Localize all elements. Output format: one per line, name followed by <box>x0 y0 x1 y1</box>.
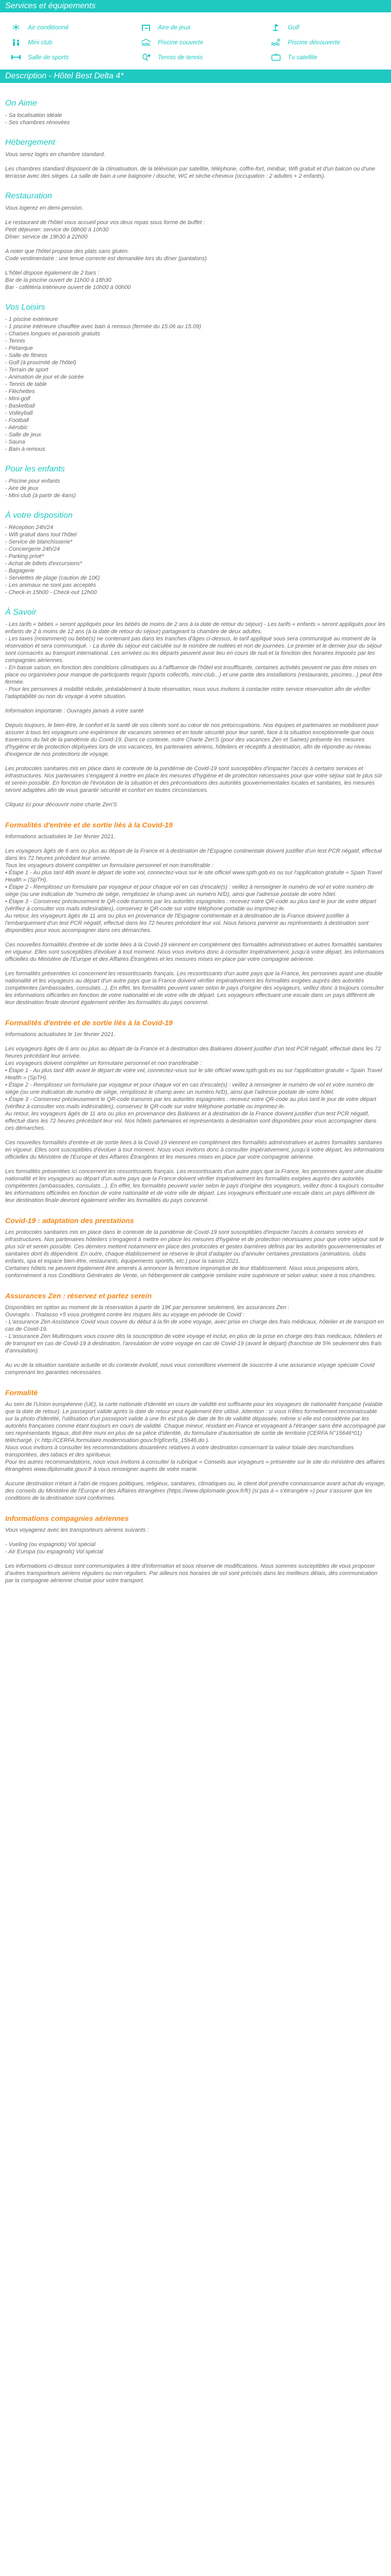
blank-line <box>5 1038 386 1045</box>
section-line: - Terrain de sport <box>5 367 48 373</box>
section-line: Tous les voyageurs doivent compléter un formulaire personnel et non transférable : <box>5 862 214 869</box>
section-line: - Aérobic <box>5 425 28 431</box>
section-line: Les chambres standard disposent de la climatisation, de la télévision par satellite, téléphone, coffre-fort, minibar, Wifi gratuit et d'un balcon ou d'une terrasse avec des sièges. La salle de bain a une baignoire / douche, WC et sèche-cheveux (occupation : 2 adultes + 2 enfants). <box>5 166 376 179</box>
blank-line <box>5 262 386 269</box>
section-title: À votre disposition <box>5 511 73 520</box>
section-line: - En basse saison, en fonction des conditions climatiques ou à l'affluence de l'hôtel est insuffisante, certaines activités peuvent ne pas être mises en place ou organisées pour manque de participants requis (sports collectifs, mini-club...) et une partie des installations (restaurants, piscines...) peut être fermée. <box>5 665 383 685</box>
service-item <box>140 24 270 31</box>
section-line: Le restaurant de l'hôtel vous accueil pour vos deux repas sous forme de buffet : <box>5 219 205 226</box>
section-title: Formalités d'entrée et de sortie liés à la Covid-19 <box>5 1019 173 1027</box>
section-line: - Réception 24h/24 <box>5 524 53 531</box>
section-line: Les voyageurs âgés de 6 ans ou plus au départ de la France et à destination de l'Espagne continentale doivent justifier d'un test PCR négatif, effectué dans les 72 heures précédant leur arrivée. <box>5 848 382 861</box>
gym-icon <box>10 54 24 61</box>
blank-line <box>5 1161 386 1168</box>
section-line: - Tennis <box>5 338 25 344</box>
section-title: Assurances Zen : réservez et partez serein <box>5 1292 152 1300</box>
service-item <box>10 24 140 31</box>
section-spacer <box>5 291 386 302</box>
section-line: - Basketball <box>5 403 35 409</box>
section-line: - 1 piscine extérieure <box>5 316 58 323</box>
blank-line <box>5 700 386 707</box>
section-line: - Les tarifs « bébés » seront appliqués pour les bébés de moins de 2 ans à la date de retour du séjour) - Les tarifs « enfants » seront appliqués pour les enfants de 2 à moins de 12 ans (à la date de retour du séjour) partageant la chambre de deux adultes. <box>5 621 385 635</box>
section-line: - Aire de jeux <box>5 485 39 492</box>
section-line: - Salle de jeux <box>5 432 41 438</box>
services-row <box>10 20 381 35</box>
outdoor-pool-icon <box>270 39 284 46</box>
section-line: Pour les autres recommandations, nous vous invitons à consulter la rubrique « Conseils aux voyageurs » présentée sur le site du ministère des affaires étrangères www.diplomatie.gouv.fr à vous renseigner auprès de votre mairie. <box>5 1459 385 1472</box>
section-line: Les informations ci-dessus sont communiquées à titre d'information et sous réserve de modifications. Nous sommes susceptibles de vous proposer d'autres transporteurs aériens réguliers ou non réguliers. Par ailleurs nos horaires de vol sont précisés dans les meilleurs délais, dès communication par la compagnie aérienne choisie pour votre transport. <box>5 1563 378 1584</box>
section-aeriennes <box>5 1502 386 1584</box>
section-line: Certaines hôtels ne peuvent également être amenés à annoncer la fermeture impromptue de leur établissement. Nous vous proposons alors, conformément à nos Conditions Générales de Vente, un hébergement de catégorie similaire voire supérieure et selon valeur, voire à nos chambres. <box>5 1265 377 1279</box>
section-assurances <box>5 1279 386 1376</box>
section-line: - Les taxes (notamment) ou bébé(s) ne contenant pas dans les tranches d'âges ci-dessus, le tarif appliqué sous sera communiqué au moment de la réservation et sera communiqué. - La durée du séjour est calculée sur le nombre de nuitées et non de journées. Le premier et le dernier jour du séjour sont consacrés au transport international. Les arrivées ou les départs peuvent avoir lieu en cours de nuit et la fonction des horaires imposés par les compagnies aériennes. <box>5 636 382 664</box>
section-enfants <box>5 453 386 499</box>
section-line: Vous voyagerez avec les transporteurs aériens suivants : <box>5 1527 149 1533</box>
section-line: - Piscine pour enfants <box>5 478 60 484</box>
service-label: Piscine découverte <box>288 38 340 46</box>
service-item <box>140 54 270 61</box>
tennis-icon <box>140 54 154 61</box>
section-spacer <box>5 1204 386 1215</box>
playground-icon <box>140 24 154 31</box>
section-line: - Wifi gratuit dans tout l'hôtel <box>5 532 77 538</box>
section-line: Au retour, les voyageurs âgés de 11 ans ou plus en provenance des Baléares et à destination de la France doivent justifier d'un test PCR négatif, effectué dans les 72 heures précédant leur vol. Nos hôtels partenaires et représentants à destination sont disponibles pour vous accompagner dans ces démarches. <box>5 1111 377 1131</box>
section-line: Informations actualisées le 1er février 2021. <box>5 834 116 840</box>
description-header: Description - Hôtel Best Delta 4* <box>0 70 391 83</box>
section-line: Petit déjeuner: service de 08h00 à 10h30 <box>5 227 109 233</box>
section-title: Formalités d'entrée et de sortie liés à la Covid-19 <box>5 821 173 829</box>
service-item <box>270 54 373 61</box>
section-title: On Aime <box>5 99 37 108</box>
section-line: - Fléchettes <box>5 388 35 395</box>
services-row <box>10 49 381 64</box>
section-spacer <box>5 1502 386 1513</box>
section-loisirs <box>5 291 386 453</box>
services-row <box>10 35 381 49</box>
section-line: - Chaises longues et parasols gratuits <box>5 331 101 337</box>
section-spacer <box>5 1376 386 1387</box>
section-title: Vos Loisirs <box>5 303 45 312</box>
blank-line <box>5 934 386 941</box>
section-formalites1 <box>5 808 386 1006</box>
service-item <box>10 39 140 46</box>
section-spacer <box>5 499 386 511</box>
blank-line <box>5 1132 386 1139</box>
section-line: Les formalités présentées ici concernent les ressortissants français. Les ressortissants d'un autre pays que la France, les personnes ayant une double nationalité et les voyageurs au départ d'un autre pays que la France doivent vérifier impérativement les formalités exigées auprès des autorités compétentes (ambassades, consulats...). En effet, les formalités peuvent varier selon le pays d'origine des voyageurs, veillez donc à toujours consulter les informations officielles en fonction de votre nationalité et de votre ville de départ. Les voyageurs effectuant une escale dans un pays différent de leur destination finale devront également vérifier les formalités du pays concerné. <box>5 1168 384 1204</box>
section-line: Les voyageurs doivent compléter un formulaire personnel et non transférable : <box>5 1060 202 1066</box>
section-line: Ces nouvelles formalités d'entrée et de sortie liées à la Covid-19 viennent en complément des formalités administratives et autres formalités sanitaires en vigueur. Elles sont susceptibles d'évoluer à tout moment. Nous vous invitons donc à consulter impérativement, jusqu'à votre départ, les informations officielles du Ministère de l'Europe et des Affaires Étrangères et les mesures mises en place par votre compagnie aérienne. <box>5 942 385 962</box>
section-title: Covid-19 : adaptation des prestations <box>5 1216 134 1225</box>
section-title: Pour les enfants <box>5 465 65 473</box>
section-line: - Les animaux ne sont pas acceptés <box>5 582 96 588</box>
section-title: Restauration <box>5 192 52 200</box>
section-line: - Pétanque <box>5 345 33 351</box>
section-title: Formalité <box>5 1388 38 1397</box>
section-line: - Parking privé* <box>5 553 44 560</box>
section-line: Aucune destination n'étant à l'abri de risques politiques, religieux, sanitaires, climatiques ou, le client doit prendre connaissance avant achat du voyage, des conseils du Ministère de l'Europe et des Affaires étrangères (https://www.diplomatie.gouv.fr/fr) (si pas à « s'étrangère ») pour s'assurer que les conditions de la destination sont conformes. <box>5 1481 385 1501</box>
section-disposition <box>5 499 386 596</box>
section-spacer <box>5 1006 386 1018</box>
blank-line <box>5 1354 386 1362</box>
section-spacer <box>5 808 386 820</box>
section-title: À Savoir <box>5 608 37 617</box>
section-line: Informations actualisées le 1er février 2021. <box>5 1031 116 1038</box>
section-line: - Tennis de table <box>5 381 47 387</box>
section-line: Bar de la piscine ouvert de 11h00 à 18h30 <box>5 277 111 283</box>
section-line: Les protocoles sanitaires mis en place dans le contexte de la pandémie de Covid-19 sont susceptibles d'impacter l'accès à certains services et infrastructures. Nos partenaires s'engagent à mettre en place les mesures d'hygiène et de protection nécessaires pour que votre séjour soit le plus sûr et serein possible. En fonction de l'évolution de la situation et des préconisations des autorités gouvernementales locales et sanitaires, les mesures seront adaptées afin de vous garantir sécurité et confort en toutes circonstances. <box>5 766 383 793</box>
section-line: - Football <box>5 417 29 423</box>
section-line: - Serviettes de plage (caution de 10€) <box>5 575 100 581</box>
section-line: Ces nouvelles formalités d'entrée et de sortie liées à la Covid-19 viennent en complément des formalités administratives et autres formalités sanitaires en vigueur. Elles sont susceptibles d'évoluer à tout moment. Nous vous invitons donc à consulter impérativement, jusqu'à votre départ, les informations officielles du Ministère de l'Europe et des Affaires Étrangères et les mesures mises en place par votre compagnie aérienne. <box>5 1140 385 1160</box>
section-line: - Check-in 15h00 - Check-out 12h00 <box>5 589 97 596</box>
section-line: A noter que l'hôtel propose des plats sans gluten. <box>5 248 129 255</box>
service-label: Aire de jeux <box>158 23 191 31</box>
section-line: Au retour, les voyageurs âgés de 11 ans ou plus en provenance de l'Espagne continentale et à destination de la France doivent justifier à l'embarquement d'un test PCR négatif, effectué dans les 72 heures précédant leur vol. Nous faisons parvenir au représentants à destination sont disponibles pour vous accompagner dans ces démarches. <box>5 913 369 934</box>
services-header: Services et équipements <box>0 0 391 12</box>
section-covid_adapt <box>5 1204 386 1279</box>
section-line: - Golf (à proximité de l'hôtel) <box>5 360 76 366</box>
section-spacer <box>5 596 386 607</box>
section-spacer <box>5 453 386 464</box>
blank-line <box>5 1555 386 1563</box>
service-label: Air conditionné <box>28 23 69 31</box>
section-line: - Sauna <box>5 439 25 445</box>
section-line: - Bagagerie <box>5 568 35 574</box>
blank-line <box>5 758 386 765</box>
section-line: Nous vous invitons à consulter les recommandations douanières relatives à votre destination concernant la valeur totale des marchandises transportées, des tabacs et des spiritueux. <box>5 1445 354 1458</box>
satellite-tv-icon <box>270 54 284 61</box>
section-line: • Étape 2 - Remplissez un formulaire par voyageur et pour chaque vol en cas d'escale(s) : veillez à renseigner le numéro de vol et votre numéro de siège (ou une indication de numéro de siège, remplissez le champ avec un numéro N/D), ainsi que l'adresse postale de votre hôtel. <box>5 1082 374 1095</box>
section-line: - 1 piscine intérieure chauffée avec bain à remous (fermée du 15.06 au 15.09) <box>5 324 201 330</box>
section-line: Vous serez logés en chambre standard. <box>5 151 106 158</box>
section-line: - L'assurance Zen Assistance Covid vous couvre du début à la fin de votre voyage, avec prise en charge des frais médicaux, hôtelier et de transport en cas de Covid-19. <box>5 1319 384 1332</box>
section-line: Disponibles en option au moment de la réservation à partir de 19€ par personne seulement, les assurances Zen : <box>5 1304 289 1311</box>
blank-line <box>5 1534 386 1541</box>
sections-container <box>5 83 386 1584</box>
section-line: - Volleyball <box>5 410 33 416</box>
section-line: Dîner: service de 19h30 à 22h00 <box>5 234 88 240</box>
section-line: Vous logerez en demi-pension. <box>5 205 84 211</box>
section-line: - Ses chambres rénovées <box>5 120 70 126</box>
section-spacer <box>5 126 386 138</box>
section-line: Code vestimentaire : une tenue correcte est demandée lors du dîner (pantalons) <box>5 256 207 262</box>
service-label: Tv satellite <box>288 53 318 61</box>
blank-line <box>5 715 386 722</box>
blank-line <box>5 840 386 848</box>
service-item <box>140 39 270 46</box>
section-line: • Étape 3 - Conservez précieusement le QR-code transmis par les autorités espagnoles : recevez votre QR-code au plus tard le jour de votre départ (vérifiez à consulter vos mails indésirables), conservez le QR-code sur votre téléphone portable ou imprimez-le. <box>5 1096 377 1110</box>
section-line: - Pour les personnes à mobilité réduite, préalablement à toute réservation, nous vous invitons à contacter notre service réservation afin de vérifier l'adaptabilité ou non du voyage à votre situation. <box>5 686 371 700</box>
section-line: - Animation de jour et de soirée <box>5 374 84 380</box>
section-line: - Bain à remous <box>5 446 45 452</box>
section-title: Hébergement <box>5 138 55 147</box>
section-line: Bar - cafétéria intérieure ouvert de 10h00 à 00h00 <box>5 284 131 291</box>
section-line: L'hôtel dispose également de 2 bars : <box>5 270 100 276</box>
service-label: Piscine couverte <box>158 38 204 46</box>
section-line: - Mini-golf <box>5 396 30 402</box>
section-line: Cliquez ici pour découvrir notre charte Zen'S <box>5 802 117 808</box>
golf-icon <box>270 24 284 31</box>
section-spacer <box>5 1279 386 1291</box>
blank-line <box>5 1473 386 1480</box>
section-hebergement <box>5 126 386 180</box>
section-line: - Conciergerie 24h/24 <box>5 546 60 552</box>
blank-line <box>5 158 386 165</box>
section-line: - Air Europa (ou espagnols) Vol spécial <box>5 1549 103 1555</box>
section-savoir <box>5 596 386 808</box>
kids-club-icon <box>10 39 24 46</box>
snowflake-icon <box>10 24 24 31</box>
section-formalites2 <box>5 1006 386 1204</box>
section-line: • Étape 3 - Conservez précieusement le QR-code transmis par les autorités espagnoles : recevez votre QR-code au plus tard le jour de votre départ (vérifiez à consulter vos mails indésirables), conservez le QR-code sur votre téléphone portable ou imprimez-le. <box>5 899 377 912</box>
service-item <box>270 24 373 31</box>
section-line: • Étape 1 - Au plus tard 48h avant le départ de votre vol, connectez-vous sur le site officiel www.spth.gob.es ou sur l'application gratuite « Spain Travel Health » (SpTH). <box>5 870 382 883</box>
section-line: Information importante : Ouvragés jamais à votre santé <box>5 708 144 714</box>
section-formalite <box>5 1376 386 1502</box>
section-line: - Achat de billets d'excursions* <box>5 561 83 567</box>
services-grid <box>0 12 391 70</box>
indoor-pool-icon <box>140 39 154 46</box>
blank-line <box>5 963 386 970</box>
service-item <box>10 54 140 61</box>
section-line: - Sa localisation idéale <box>5 112 62 118</box>
service-label: Golf <box>288 23 300 31</box>
service-item <box>270 39 373 46</box>
service-label: Tennis de tennis <box>158 53 203 61</box>
section-on_aime <box>5 83 386 126</box>
section-line: Depuis toujours, le bien-être, le confort et la santé de vos clients sont au cœur de nos préoccupations. Nos équipes et partenaires se mobilisent pour assurer à tous les voyageurs une expérience de vacances sereines et en toute sécurité pour leur santé, face à la situation exceptionnelle que nous traversons du fait de la pandémie du Covid-19. Dans ce contexte, notre Charte Zen'S (pour des vacances Zen et Saines) présente les mesures d'hygiène et de protection déployées lors de vos vacances, les partenaires aériens, hôteliers et réceptifs à destination, afin de répondre au niveau d'exigence de nos protections de voyage. <box>5 722 379 757</box>
section-restauration <box>5 180 386 291</box>
section-line: - Salle de fitness <box>5 352 47 359</box>
section-line: - Service de blanchisserie* <box>5 539 73 545</box>
service-label: Salle de sports <box>28 53 69 61</box>
section-title: Informations compagnies aériennes <box>5 1514 129 1522</box>
section-line: Ouvragés - Thalasso +5 vous protègent contre les risques liés au voyage en période de Covid : <box>5 1312 245 1318</box>
section-spacer <box>5 180 386 191</box>
service-label: Mini club <box>28 38 53 46</box>
section-line: Les formalités présentées ici concernent les ressortissants français. Les ressortissants d'un autre pays que la France, les personnes ayant une double nationalité et les voyageurs au départ d'un autre pays que la France doivent vérifier impérativement les formalités exigées auprès des autorités compétentes (ambassades, consulats...). En effet, les formalités peuvent varier selon le pays d'origine des voyageurs, veillez donc à toujours consulter les informations officielles en fonction de votre nationalité et de votre ville de départ. Les voyageurs effectuant une escale dans un pays différent de leur destination finale devront également vérifier les formalités du pays concerné. <box>5 971 384 1006</box>
blank-line <box>5 241 386 248</box>
blank-line <box>5 794 386 801</box>
section-line: - Vueling (ou espagnols) Vol spécial <box>5 1541 95 1548</box>
section-line: Les voyageurs âgés de 6 ans ou plus au départ de la France et à destination des Baléares doivent justifier d'un test PCR négatif, effectué dans les 72 heures précédant leur arrivée. <box>5 1046 381 1059</box>
section-line: Au sein de l'Union européenne (UE), la carte nationale d'identité en cours de validité est suffisante pour les voyageurs de nationalité française (valable que la date de retour). Le passeport valide après la date de retour peut également être utilisé. Attention : si vous n'êtes formellement reconnaissable sur la photo d'identité, l'utilisation d'un passeport valide à une fin est plus de date de fin de validité dépassée, même si elle est considérée par les autorités françaises comme étant toujours en cours de validité. Chaque mineur, résidant en France et voyageant à l'étranger sans être accompagné par ses représentants légaux, doit être muni en plus de sa pièce d'identité, du formulaire d'autorisation de sortie de territoire (CERFA N°15646*01) téléchargé. (< http://CERFA.formulaire.modernisation.gouv.fr/gf/cerfa_15646.do ). <box>5 1401 386 1444</box>
section-line: Au vu de la situation sanitaire actuelle et du contexte évolutif, nous vous conseillons vivement de souscrire à une assurance voyage spéciale Covid comprenant les garanties nécessaires. <box>5 1362 375 1376</box>
description-content <box>0 83 391 1584</box>
section-line: • Étape 1 - Au plus tard 48h avant le départ de votre vol, connectez-vous sur le site officiel www.spth.gob.es ou sur l'application gratuite « Spain Travel Health » (SpTH). <box>5 1067 382 1081</box>
section-line: - Mini club (à partir de 4ans) <box>5 493 76 499</box>
section-line: Les protocoles sanitaires mis en place dans le contexte de la pandémie de Covid-19 sont susceptibles d'impacter l'accès à certains services et infrastructures. Nos partenaires hôteliers s'engagent à mettre en place les mesures d'hygiène et de protection nécessaires pour que votre séjour soit le plus sûr et serein possible. Ces derniers mettent notamment en place des protocoles et gestes barrières définis par les autorités gouvernementales et sanitaires dont ils dépendent. En outre, chaque établissement se réserve le droit d'adapter ou d'annuler certaines prestations (animations, clubs enfants, spa et espace bien-être, restaurants, équipements sportifs, etc.) pour la saison 2021. <box>5 1229 384 1264</box>
blank-line <box>5 212 386 219</box>
section-line: - L'assurance Zen Multirisques vous couvre dès la souscription de votre voyage et inclut, en plus de la prise en charge des frais médicaux, hôteliers et de transport en cas de Covid-19 à destination, l'annulation de votre voyage en cas de Covid-19 (avant le départ) (franchise de 5% seulement des frais d'annulation). <box>5 1333 382 1354</box>
section-line: • Étape 2 - Remplissez un formulaire par voyageur et pour chaque vol en cas d'escale(s) : veillez à renseigner le numéro de vol et votre numéro de siège (ou une indication de "numéro de siège, remplissez le champ avec un numéro N/D), ainsi que l'adresse postale de votre hôtel. <box>5 884 374 897</box>
